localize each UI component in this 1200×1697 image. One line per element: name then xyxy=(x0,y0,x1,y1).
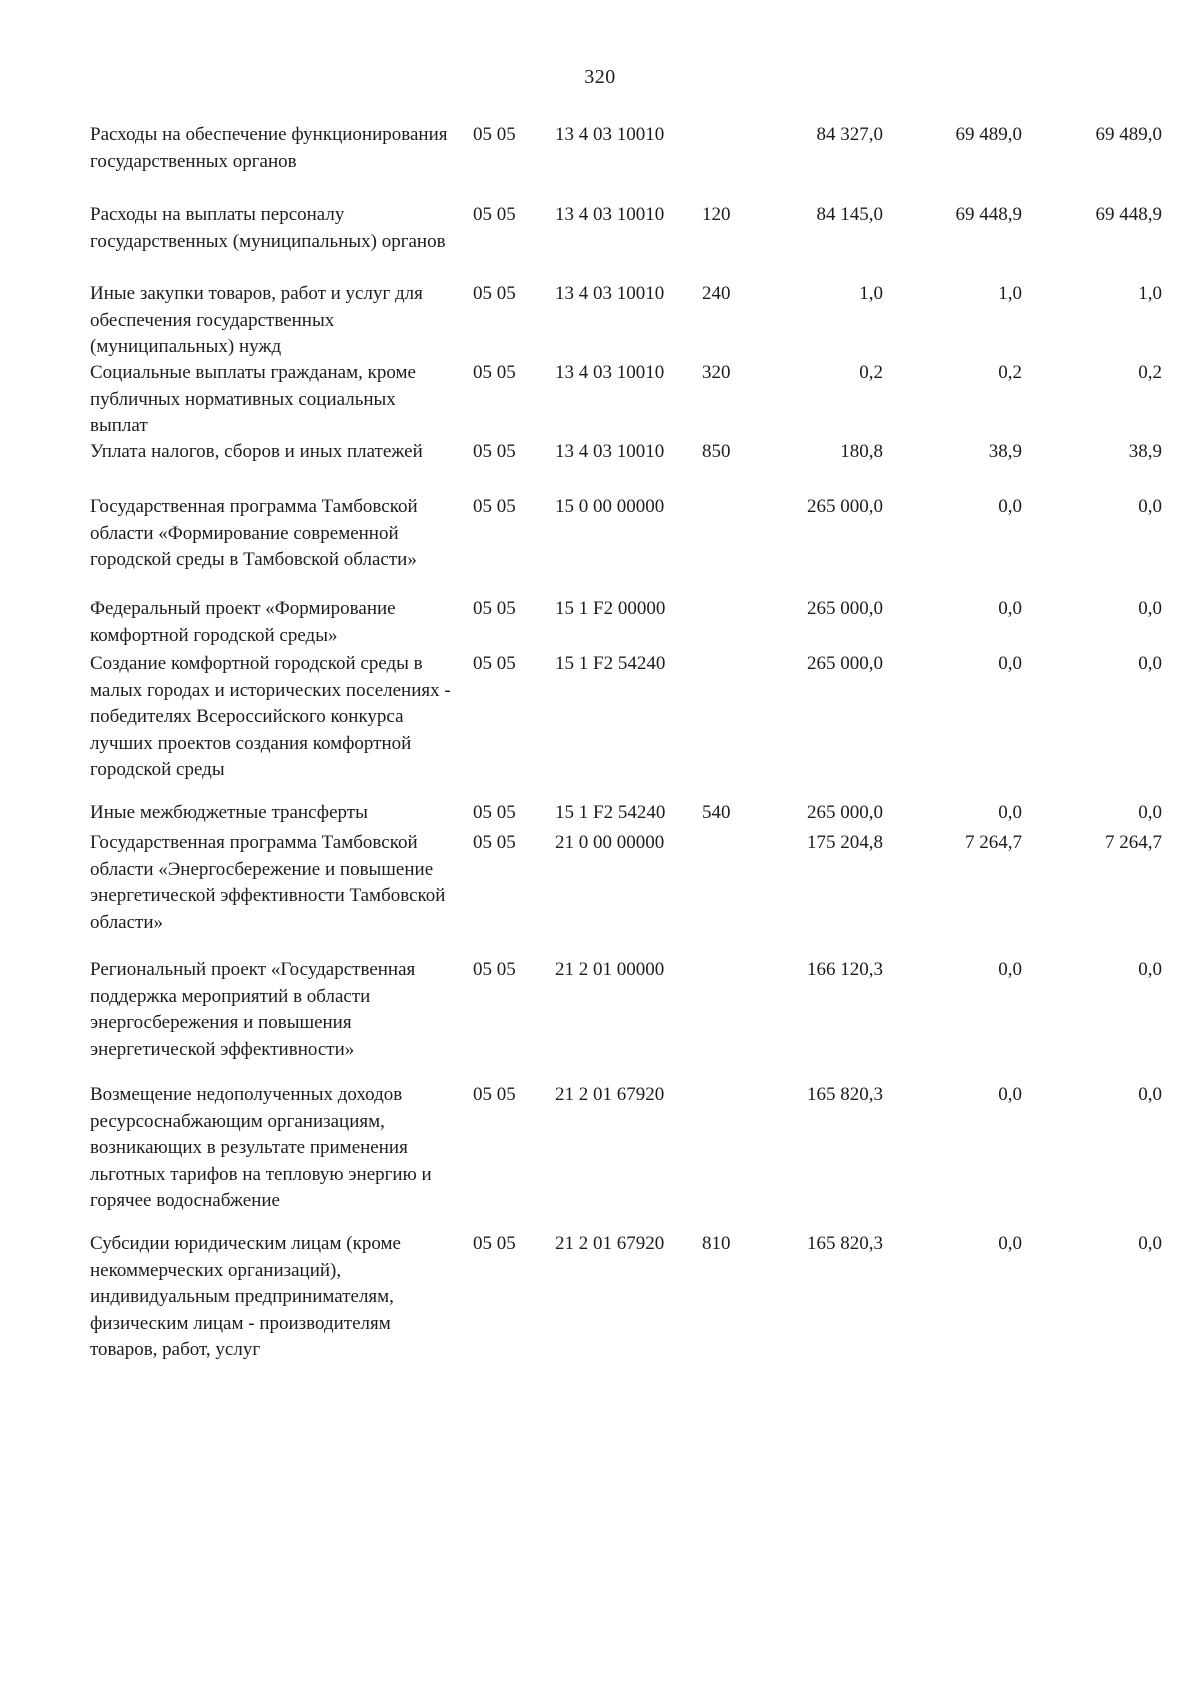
row-amount-year-2: 69 448,9 xyxy=(955,204,1022,225)
row-target-article-code: 15 1 F2 54240 xyxy=(555,653,666,674)
row-description: Уплата налогов, сборов и иных платежей xyxy=(90,441,423,462)
row-expense-type-code: 120 xyxy=(702,204,731,225)
row-amount-year-3: 0,0 xyxy=(1138,496,1162,517)
row-expense-type-code: 320 xyxy=(702,362,731,383)
row-section-code: 05 05 xyxy=(473,832,516,853)
row-section-code: 05 05 xyxy=(473,653,516,674)
row-amount-year-2: 0,0 xyxy=(998,959,1022,980)
row-section-code: 05 05 xyxy=(473,1233,516,1254)
row-target-article-code: 15 1 F2 54240 xyxy=(555,802,666,823)
row-amount-year-3: 69 489,0 xyxy=(1095,124,1162,145)
row-section-code: 05 05 xyxy=(473,362,516,383)
row-amount-year-3: 69 448,9 xyxy=(1095,204,1162,225)
row-amount-year-2: 0,0 xyxy=(998,653,1022,674)
row-amount-year-1: 265 000,0 xyxy=(807,653,883,674)
row-amount-year-2: 0,0 xyxy=(998,1233,1022,1254)
row-amount-year-1: 84 327,0 xyxy=(816,124,883,145)
row-description: Субсидии юридическим лицам (кроме некоммерческих организаций), индивидуальным предпринимателям, физическим лицам - производителям товаров, работ, услуг xyxy=(90,1233,401,1360)
row-description: Расходы на обеспечение функционирования государственных органов xyxy=(90,124,448,172)
row-amount-year-2: 69 489,0 xyxy=(955,124,1022,145)
row-amount-year-2: 38,9 xyxy=(988,441,1022,462)
row-amount-year-1: 180,8 xyxy=(840,441,883,462)
row-amount-year-3: 0,0 xyxy=(1138,1084,1162,1105)
row-section-code: 05 05 xyxy=(473,441,516,462)
row-amount-year-3: 0,0 xyxy=(1138,653,1162,674)
row-expense-type-code: 540 xyxy=(702,802,731,823)
row-description: Иные межбюджетные трансферты xyxy=(90,802,368,823)
row-amount-year-2: 0,0 xyxy=(998,1084,1022,1105)
row-amount-year-3: 0,0 xyxy=(1138,959,1162,980)
row-expense-type-code: 850 xyxy=(702,441,731,462)
row-section-code: 05 05 xyxy=(473,598,516,619)
row-amount-year-2: 1,0 xyxy=(998,283,1022,304)
row-description: Региональный проект «Государственная поддержка мероприятий в области энергосбережения и повышения энергетической эффективности» xyxy=(90,959,416,1060)
row-description: Создание комфортной городской среды в малых городах и исторических поселениях - победителях Всероссийского конкурса лучших проектов создания комфортной городской среды xyxy=(90,653,451,780)
row-amount-year-1: 165 820,3 xyxy=(807,1233,883,1254)
row-section-code: 05 05 xyxy=(473,283,516,304)
row-target-article-code: 13 4 03 10010 xyxy=(555,362,665,383)
row-expense-type-code: 240 xyxy=(702,283,731,304)
row-amount-year-2: 0,0 xyxy=(998,598,1022,619)
row-amount-year-3: 0,2 xyxy=(1138,362,1162,383)
row-amount-year-1: 265 000,0 xyxy=(807,802,883,823)
row-target-article-code: 15 1 F2 00000 xyxy=(555,598,666,619)
row-amount-year-3: 7 264,7 xyxy=(1105,832,1162,853)
row-section-code: 05 05 xyxy=(473,204,516,225)
row-amount-year-1: 166 120,3 xyxy=(807,959,883,980)
row-target-article-code: 13 4 03 10010 xyxy=(555,204,665,225)
page-number: 320 xyxy=(584,66,616,88)
row-amount-year-3: 0,0 xyxy=(1138,598,1162,619)
row-target-article-code: 21 0 00 00000 xyxy=(555,832,665,853)
row-target-article-code: 21 2 01 00000 xyxy=(555,959,665,980)
row-amount-year-3: 0,0 xyxy=(1138,1233,1162,1254)
row-section-code: 05 05 xyxy=(473,802,516,823)
row-description: Государственная программа Тамбовской области «Формирование современной городской среды в Тамбовской области» xyxy=(90,496,418,570)
row-amount-year-1: 84 145,0 xyxy=(816,204,883,225)
row-section-code: 05 05 xyxy=(473,1084,516,1105)
row-amount-year-2: 0,2 xyxy=(998,362,1022,383)
row-description: Иные закупки товаров, работ и услуг для обеспечения государственных (муниципальных) нужд xyxy=(90,283,423,357)
row-description: Социальные выплаты гражданам, кроме публичных нормативных социальных выплат xyxy=(90,362,416,436)
row-amount-year-1: 175 204,8 xyxy=(807,832,883,853)
row-amount-year-1: 265 000,0 xyxy=(807,496,883,517)
row-amount-year-3: 0,0 xyxy=(1138,802,1162,823)
row-amount-year-2: 0,0 xyxy=(998,496,1022,517)
row-amount-year-1: 165 820,3 xyxy=(807,1084,883,1105)
row-amount-year-1: 0,2 xyxy=(859,362,883,383)
row-target-article-code: 21 2 01 67920 xyxy=(555,1084,665,1105)
row-target-article-code: 21 2 01 67920 xyxy=(555,1233,665,1254)
row-description: Федеральный проект «Формирование комфортной городской среды» xyxy=(90,598,396,646)
row-amount-year-3: 1,0 xyxy=(1138,283,1162,304)
row-target-article-code: 13 4 03 10010 xyxy=(555,124,665,145)
row-amount-year-2: 0,0 xyxy=(998,802,1022,823)
row-amount-year-2: 7 264,7 xyxy=(965,832,1022,853)
row-target-article-code: 15 0 00 00000 xyxy=(555,496,665,517)
row-amount-year-1: 1,0 xyxy=(859,283,883,304)
row-section-code: 05 05 xyxy=(473,124,516,145)
row-target-article-code: 13 4 03 10010 xyxy=(555,283,665,304)
row-section-code: 05 05 xyxy=(473,496,516,517)
row-amount-year-3: 38,9 xyxy=(1128,441,1162,462)
row-expense-type-code: 810 xyxy=(702,1233,731,1254)
row-section-code: 05 05 xyxy=(473,959,516,980)
row-amount-year-1: 265 000,0 xyxy=(807,598,883,619)
row-description: Государственная программа Тамбовской области «Энергосбережение и повышение энергетической эффективности Тамбовской области» xyxy=(90,832,446,933)
row-target-article-code: 13 4 03 10010 xyxy=(555,441,665,462)
row-description: Возмещение недополученных доходов ресурсоснабжающим организациям, возникающих в результате применения льготных тарифов на тепловую энергию и горячее водоснабжение xyxy=(90,1084,432,1211)
row-description: Расходы на выплаты персоналу государственных (муниципальных) органов xyxy=(90,204,446,252)
